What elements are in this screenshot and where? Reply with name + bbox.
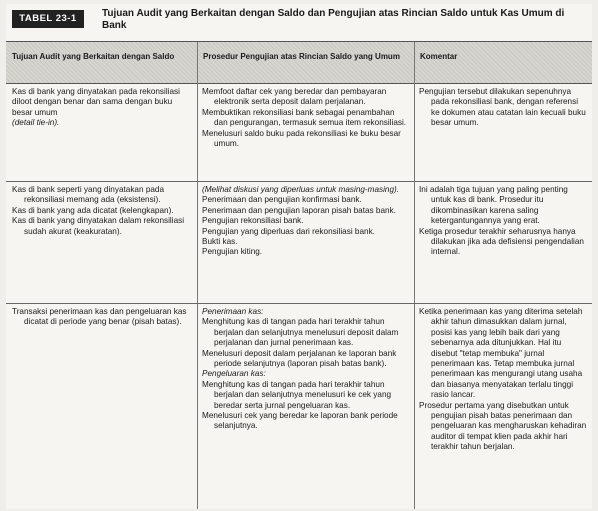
- row1-comments: [419, 87, 588, 129]
- column-divider: [414, 42, 415, 509]
- cell-text: Ini adalah tiga tujuan yang paling penting untuk kas di bank. Prosedur itu dikombinasikan karena saling ketergantungannya yang erat.: [419, 185, 568, 226]
- receipts-label: Penerimaan kas:: [202, 307, 264, 316]
- row-divider: [6, 303, 592, 304]
- cell-text: Pengujian rekonsiliasi bank.: [202, 216, 304, 226]
- column-divider: [197, 42, 198, 509]
- cell-text: Menelusuri saldo buku pada rekonsiliasi ke buku besar umum.: [202, 128, 401, 149]
- row2-comments: [419, 185, 588, 258]
- cell-text: Menghitung kas di tangan pada hari terakhir tahun berjalan dan selanjutnya menelusuri deposit dalam perjalanan dan jurnal penerimaan kas.: [202, 317, 399, 348]
- cell-text: Kas di bank seperti yang dinyatakan pada rekonsiliasi memang ada (eksistensi).: [12, 185, 165, 205]
- row3-objective: [12, 307, 193, 328]
- cell-text: (detail tie-in).: [12, 118, 60, 128]
- cell-text: Penerimaan dan pengujian laporan pisah batas bank.: [202, 205, 396, 215]
- cell-text: Kas di bank yang dinyatakan dalam rekonsiliasi sudah akurat (keakuratan).: [12, 216, 185, 236]
- row3-procedures: [202, 307, 410, 432]
- row1-objective: [12, 87, 193, 129]
- cell-text: Kas di bank yang ada dicatat (kelengkapan).: [12, 205, 174, 215]
- cell-text: Bukti kas.: [202, 237, 238, 247]
- row3-comments: [419, 307, 588, 453]
- row1-procedures: [202, 87, 410, 149]
- header-objective: Tujuan Audit yang Berkaitan dengan Saldo: [6, 42, 197, 84]
- cell-text: Pengujian kiting.: [202, 247, 263, 257]
- row2-procedures: [202, 185, 410, 258]
- table-title: Tujuan Audit yang Berkaitan dengan Saldo dan Pengujian atas Rincian Saldo untuk Kas Umum di Bank: [102, 8, 565, 31]
- table-title-bar: [6, 4, 592, 42]
- cell-text: Pengujian yang diperluas dari rekonsiliasi bank.: [202, 226, 375, 236]
- cell-text: Kas di bank yang dinyatakan pada rekonsiliasi diloot dengan benar dan sama dengan buku besar umum: [12, 87, 180, 117]
- table-page: [6, 4, 592, 509]
- cell-text: Menelusuri deposit dalam perjalanan ke laporan bank periode selanjutnya (laporan pisah batas bank).: [202, 348, 397, 369]
- row2-objective: [12, 185, 193, 237]
- cell-text: Pengujian tersebut dilakukan sepenuhnya pada rekonsiliasi bank, dengan referensi ke dokumen atau catatan lain kecuali buku besar umum.: [419, 87, 586, 128]
- cell-text: Ketiga prosedur terakhir seharusnya hanya dilakukan jika ada defisiensi pengendalian internal.: [419, 226, 584, 257]
- cell-text: (Melihat diskusi yang diperluas untuk masing-masing).: [202, 185, 400, 194]
- cell-text: Membuktikan rekonsiliasi bank sebagai penambahan dan pengurangan, termasuk semua item rekonsiliasi.: [202, 107, 407, 128]
- cell-text: Transaksi penerimaan kas dan pengeluaran kas dicatat di periode yang benar (pisah batas).: [12, 307, 187, 327]
- header-procedures: Prosedur Pengujian atas Rincian Saldo yang Umum: [197, 42, 414, 84]
- table-tag: TABEL 23-1: [12, 10, 84, 28]
- cell-text: Prosedur pertama yang disebutkan untuk pengujian pisah batas penerimaan dan pengeluaran kas mengharuskan kehadiran auditor di tempat klien pada akhir hari terakhir tahun berjalan.: [419, 400, 587, 452]
- cell-text: Menelusuri cek yang beredar ke laporan bank periode selanjutnya.: [202, 411, 398, 431]
- cell-text: Penerimaan dan pengujian konfirmasi bank.: [202, 195, 362, 205]
- cell-text: Menghitung kas di tangan pada hari terakhir tahun berjalan dan selanjutnya menelusuri ke cek yang beredar serta jurnal pengeluaran kas.: [202, 379, 392, 410]
- cell-text: Memfoot daftar cek yang beredar dan pembayaran elektronik serta deposit dalam perjalanan.: [202, 87, 387, 107]
- cell-text: Ketika penerimaan kas yang diterima setelah akhir tahun dimasukkan dalam jurnal, posisi kas yang lebih baik dari yang sebenarnya ada ditunjukkan. Hal itu disebut "tetap membuka" jurnal penerimaan kas. Tetap membuka jurnal penerimaan kas mengurangi utang usaha dan biasanya menyatakan terlalu tinggi rasio lancar.: [419, 307, 583, 400]
- header-comments: Komentar: [414, 42, 592, 84]
- row-divider: [6, 181, 592, 182]
- disbursements-label: Pengeluaran kas:: [202, 369, 266, 379]
